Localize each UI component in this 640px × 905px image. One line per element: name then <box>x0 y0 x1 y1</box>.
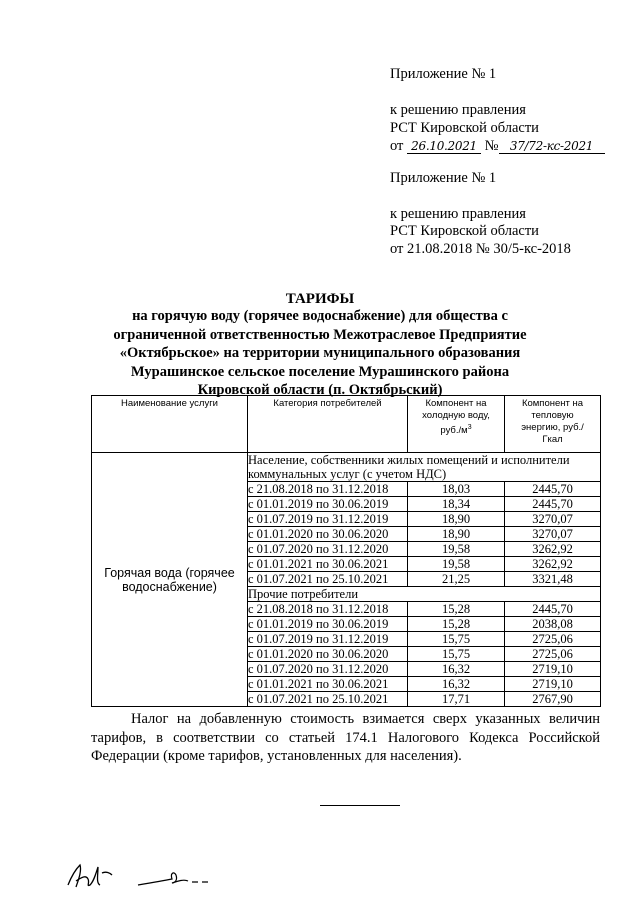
cold-cell: 18,90 <box>408 527 505 542</box>
cold-cell: 16,32 <box>408 662 505 677</box>
header-category: Категория потребителей <box>248 396 408 453</box>
cold-cell: 15,75 <box>408 647 505 662</box>
appendix-1-decision-line <box>390 137 605 155</box>
cold-cell: 21,25 <box>408 572 505 587</box>
heat-cell: 2038,08 <box>505 617 601 632</box>
cold-cell: 15,28 <box>408 617 505 632</box>
cold-cell: 18,90 <box>408 512 505 527</box>
vat-note: Налог на добавленную стоимость взимается сверх указанных величин тарифов, в соответствии со статьей 174.1 Налогового Кодекса Российской Федерации (кроме тарифов, установленных для населения). <box>91 711 600 764</box>
heat-cell: 3321,48 <box>505 572 601 587</box>
heat-cell: 3270,07 <box>505 527 601 542</box>
cold-cell: 18,34 <box>408 497 505 512</box>
handwritten-date: 26.10.2021 <box>407 139 481 154</box>
service-name: Горячая вода (горячее водоснабжение) <box>92 453 248 707</box>
group-label: Прочие потребители <box>248 587 601 602</box>
heat-cell: 2725,06 <box>505 632 601 647</box>
period-cell: с 01.07.2019 по 31.12.2019 <box>248 512 408 527</box>
heat-cell: 3262,92 <box>505 557 601 572</box>
group-label: Население, собственники жилых помещений и исполнители коммунальных услуг (с учетом НДС) <box>248 453 601 482</box>
appendix-1-line1: к решению правления <box>390 102 526 118</box>
cold-cell: 15,28 <box>408 602 505 617</box>
appendix-1-title: Приложение № 1 <box>390 66 497 82</box>
heat-cell: 2767,90 <box>505 692 601 707</box>
period-cell: с 01.01.2021 по 30.06.2021 <box>248 677 408 692</box>
cold-cell: 16,32 <box>408 677 505 692</box>
header-cold-component: Компонент на холодную воду, $руб./м^3$ <box>408 396 505 453</box>
heat-cell: 2725,06 <box>505 647 601 662</box>
period-cell: с 01.01.2019 по 30.06.2019 <box>248 617 408 632</box>
header-heat-component: Компонент на тепловую энергию, руб./Гкал <box>505 396 601 453</box>
cold-cell: 17,71 <box>408 692 505 707</box>
appendix-2-line3: от 21.08.2018 № 30/5-кс-2018 <box>390 241 571 257</box>
appendix-2-line2: РСТ Кировской области <box>390 223 539 239</box>
tariff-table <box>91 395 601 707</box>
appendix-2-title: Приложение № 1 <box>390 170 497 186</box>
end-rule <box>320 805 400 806</box>
period-cell: с 01.07.2019 по 31.12.2019 <box>248 632 408 647</box>
cold-cell: 15,75 <box>408 632 505 647</box>
number-prefix: № <box>484 138 499 154</box>
heat-cell: 2719,10 <box>505 677 601 692</box>
heat-cell: 2719,10 <box>505 662 601 677</box>
header-service: Наименование услуги <box>92 396 248 453</box>
document-title: ТАРИФЫ <box>285 291 355 307</box>
cold-cell: 19,58 <box>408 542 505 557</box>
appendix-2-line1: к решению правления <box>390 206 526 222</box>
period-cell: с 21.08.2018 по 31.12.2018 <box>248 482 408 497</box>
date-prefix: от <box>390 138 404 154</box>
period-cell: с 01.07.2021 по 25.10.2021 <box>248 572 408 587</box>
handwritten-number: 37/72-кс-2021 <box>499 139 605 154</box>
heat-cell: 2445,70 <box>505 602 601 617</box>
period-cell: с 01.01.2020 по 30.06.2020 <box>248 647 408 662</box>
appendix-1-line2: РСТ Кировской области <box>390 120 539 136</box>
cold-cell: 19,58 <box>408 557 505 572</box>
period-cell: с 01.07.2020 по 31.12.2020 <box>248 662 408 677</box>
heat-cell: 2445,70 <box>505 482 601 497</box>
cold-cell: 18,03 <box>408 482 505 497</box>
heat-cell: 2445,70 <box>505 497 601 512</box>
period-cell: с 21.08.2018 по 31.12.2018 <box>248 602 408 617</box>
group-row-population <box>92 453 601 482</box>
period-cell: с 01.01.2019 по 30.06.2019 <box>248 497 408 512</box>
period-cell: с 01.01.2020 по 30.06.2020 <box>248 527 408 542</box>
table-header-row <box>92 396 601 453</box>
period-cell: с 01.07.2021 по 25.10.2021 <box>248 692 408 707</box>
heat-cell: 3262,92 <box>505 542 601 557</box>
period-cell: с 01.07.2020 по 31.12.2020 <box>248 542 408 557</box>
period-cell: с 01.01.2021 по 30.06.2021 <box>248 557 408 572</box>
handwritten-signature <box>60 855 220 895</box>
document-subtitle: на горячую воду (горячее водоснабжение) для общества с ограниченной ответственностью Межотраслевое Предприятие «Октябрьское» на территории муниципального образования Мурашинское сельское поселение Мурашинского района Кировской области (п. Октябрьский) <box>113 308 527 398</box>
heat-cell: 3270,07 <box>505 512 601 527</box>
